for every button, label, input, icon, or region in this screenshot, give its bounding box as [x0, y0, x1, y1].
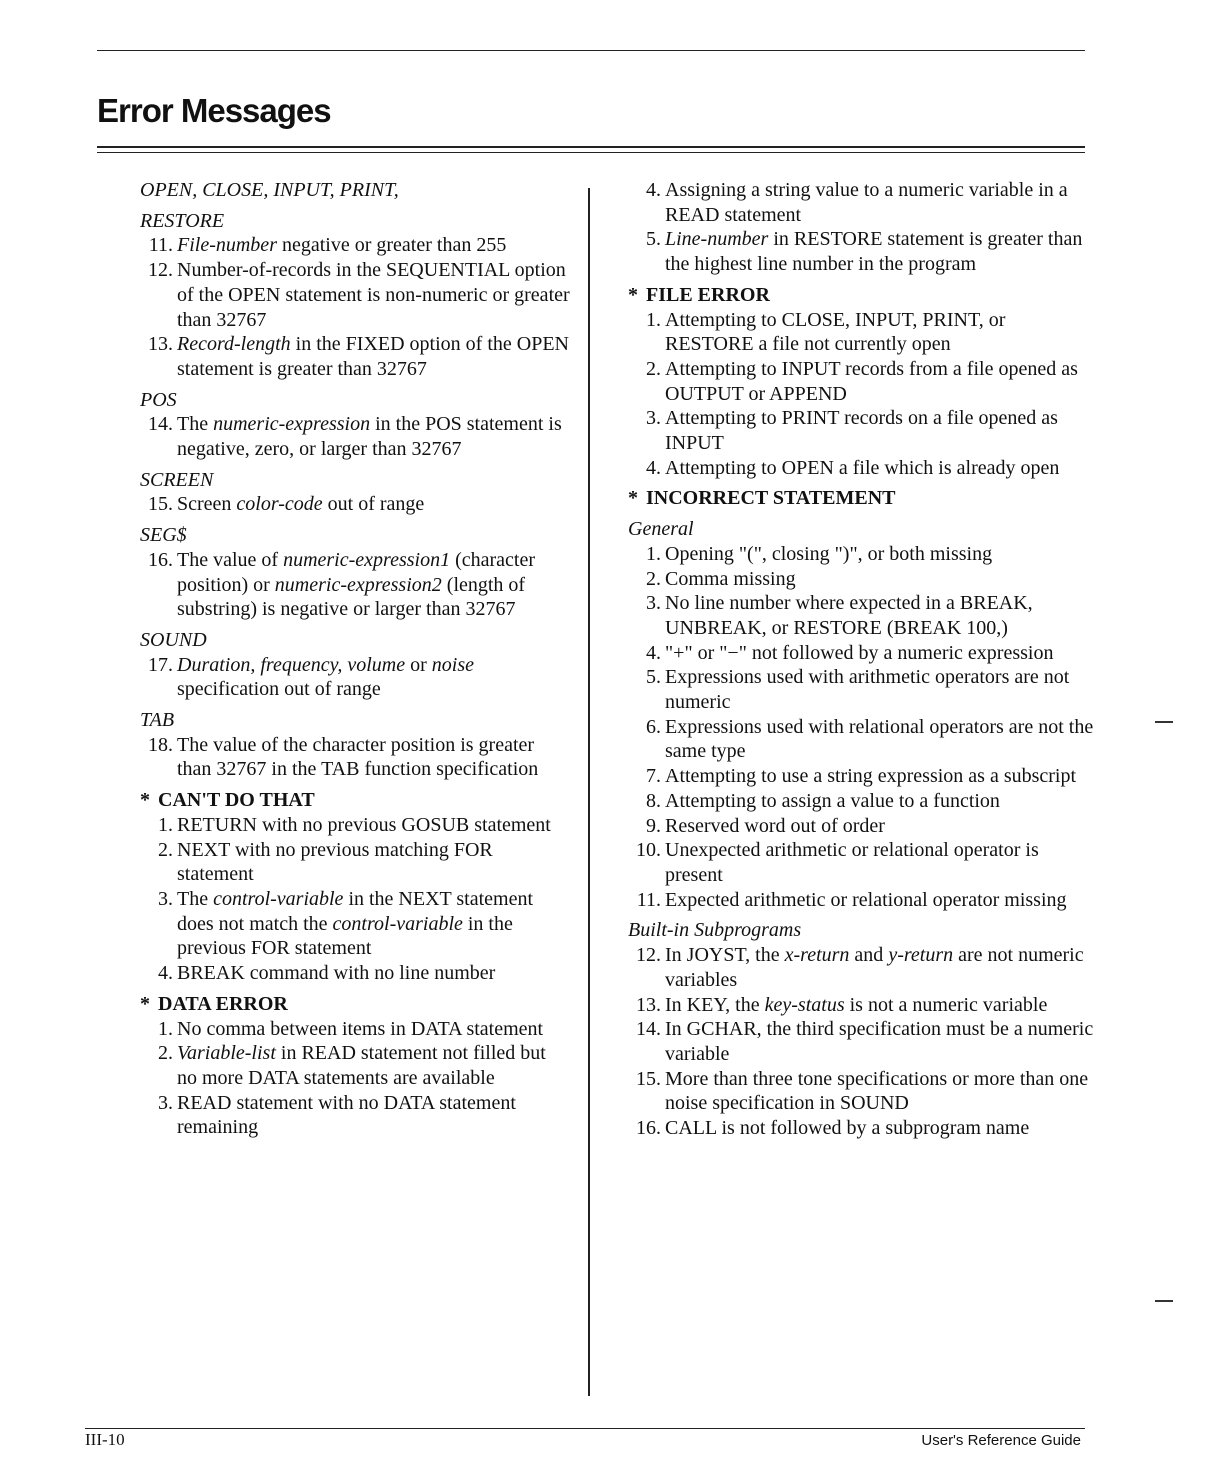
error-item: [628, 227, 1098, 276]
error-item: [140, 653, 570, 702]
error-item: [628, 542, 1098, 567]
item-term: numeric-expression1: [283, 548, 451, 571]
item-term: Duration, frequency, volume: [177, 653, 406, 676]
item-text: are not numeric variables: [665, 944, 1084, 991]
item-text: in the FIXED option of the OPEN statement is greater than 32767: [177, 333, 569, 380]
item-number: 12.: [148, 259, 173, 282]
item-number: 7.: [646, 765, 661, 788]
item-number: 6.: [646, 715, 661, 738]
error-item: [140, 961, 570, 986]
item-text: Assigning a string value to a numeric variable in a READ statement: [665, 179, 1068, 226]
book-title: User's Reference Guide: [921, 1432, 1081, 1449]
subsection-heading: RESTORE: [140, 209, 225, 232]
item-number: 13.: [636, 993, 661, 1016]
error-item: [140, 838, 570, 887]
item-number: 10.: [636, 839, 661, 862]
error-item: [140, 1091, 570, 1140]
error-item: [628, 814, 1098, 839]
error-item: [140, 548, 570, 622]
section-title: INCORRECT STATEMENT: [646, 487, 896, 510]
item-text: Number-of-records in the SEQUENTIAL option of the OPEN statement is non-numeric or greater than 32767: [177, 259, 570, 331]
item-text: Attempting to PRINT records on a file opened as INPUT: [665, 407, 1058, 455]
item-term: numeric-expression2: [274, 573, 442, 596]
asterisk-marker: *: [140, 992, 150, 1015]
item-number: 1.: [158, 1017, 173, 1040]
error-section-heading: [140, 788, 570, 813]
error-item: [140, 1017, 570, 1042]
item-text: and: [849, 944, 889, 967]
item-text: READ statement with no DATA statement remaining: [177, 1091, 516, 1139]
item-text: out of range: [322, 493, 425, 516]
subsection-heading: SOUND: [140, 628, 207, 651]
page-title: Error Messages: [97, 92, 331, 129]
item-text: CALL is not followed by a subprogram name: [665, 1117, 1030, 1140]
item-number: 2.: [158, 1042, 173, 1065]
item-text: specification out of range: [177, 678, 381, 701]
right-column: [628, 178, 1098, 1141]
item-term: key-status: [764, 993, 845, 1016]
footer-rule: [85, 1428, 1085, 1429]
item-number: 1.: [158, 813, 173, 836]
top-rule: [97, 50, 1085, 51]
subsection-heading: OPEN, CLOSE, INPUT, PRINT,: [140, 179, 399, 201]
error-item: [140, 813, 570, 838]
error-item: [140, 492, 570, 517]
item-text: Expected arithmetic or relational operator missing: [665, 888, 1067, 911]
item-number: 2.: [158, 838, 173, 861]
item-term: numeric-expression: [213, 413, 371, 436]
item-text: In GCHAR, the third specification must be a numeric variable: [665, 1018, 1094, 1065]
error-item: [140, 332, 570, 381]
item-text: (length of substring) is negative or larger than 32767: [177, 573, 526, 621]
item-text: in RESTORE statement is greater than the highest line number in the program: [665, 228, 1083, 276]
title-rule-upper: [97, 146, 1085, 148]
item-text: negative or greater than 255: [276, 234, 507, 257]
error-item: [140, 887, 570, 961]
item-number: 1.: [646, 542, 661, 565]
error-item: [628, 665, 1098, 714]
error-item: [628, 406, 1098, 455]
item-number: 15.: [636, 1067, 661, 1090]
error-section-heading: [628, 283, 1098, 308]
item-text: in the NEXT statement does not match the: [177, 887, 534, 935]
error-item: [628, 1017, 1098, 1066]
item-text: in READ statement not filled but no more DATA statements are available: [177, 1042, 546, 1089]
item-text: More than three tone specifications or more than one noise specification in SOUND: [665, 1067, 1089, 1115]
error-item: [628, 943, 1098, 992]
error-item: [628, 715, 1098, 764]
item-number: 3.: [646, 407, 661, 430]
error-item: [628, 1067, 1098, 1116]
error-item: [140, 412, 570, 461]
item-text: No comma between items in DATA statement: [177, 1017, 544, 1040]
item-term: noise: [431, 653, 474, 676]
column-divider: [588, 188, 590, 1396]
item-text: The: [177, 413, 214, 436]
item-text: The value of the character position is greater than 32767 in the TAB function specification: [177, 733, 539, 781]
error-item: [628, 789, 1098, 814]
error-item: [628, 993, 1098, 1018]
item-term: Line-number: [665, 228, 769, 251]
subsection-heading: Built-in Subprograms: [628, 919, 802, 942]
item-number: 2.: [646, 357, 661, 380]
left-column: [140, 178, 570, 1140]
item-number: 9.: [646, 814, 661, 837]
section-title: CAN'T DO THAT: [158, 789, 315, 812]
item-number: 3.: [158, 887, 173, 910]
subsection-heading: General: [628, 518, 694, 541]
error-section-heading: [140, 992, 570, 1017]
item-text: Unexpected arithmetic or relational operator is present: [665, 839, 1039, 886]
item-number: 4.: [646, 456, 661, 479]
item-number: 16.: [636, 1117, 661, 1140]
margin-mark: [1155, 721, 1173, 723]
item-number: 3.: [646, 592, 661, 615]
asterisk-marker: *: [628, 487, 638, 510]
item-text: The: [177, 887, 214, 910]
item-number: 2.: [646, 567, 661, 590]
error-item: [628, 641, 1098, 666]
item-number: 14.: [636, 1018, 661, 1041]
error-item: [628, 764, 1098, 789]
subsection-heading: SEG$: [140, 524, 187, 547]
item-number: 5.: [646, 228, 661, 251]
item-text: Attempting to OPEN a file which is already open: [665, 456, 1060, 479]
error-item: [628, 308, 1098, 357]
item-term: y-return: [888, 944, 954, 967]
item-number: 8.: [646, 789, 661, 812]
item-number: 4.: [158, 962, 173, 985]
asterisk-marker: *: [628, 283, 638, 306]
error-item: [628, 1116, 1098, 1141]
error-item: [628, 567, 1098, 592]
item-text: in the POS statement is negative, zero, or larger than 32767: [177, 413, 562, 461]
error-item: [628, 888, 1098, 913]
subsection-heading: POS: [140, 388, 177, 411]
item-text: RETURN with no previous GOSUB statement: [177, 813, 551, 836]
item-text: Attempting to INPUT records from a file opened as OUTPUT or APPEND: [665, 357, 1078, 405]
item-term: Record-length: [177, 333, 291, 356]
item-number: 5.: [646, 666, 661, 689]
page-number: III-10: [85, 1430, 125, 1449]
item-number: 4.: [646, 179, 661, 201]
item-number: 4.: [646, 641, 661, 664]
subsection-heading: SCREEN: [140, 468, 214, 491]
item-number: 16.: [148, 548, 173, 571]
title-rule-lower: [97, 152, 1085, 153]
item-text: or: [405, 653, 432, 676]
subsection-heading: TAB: [140, 709, 175, 732]
item-text: in the previous FOR statement: [177, 912, 513, 960]
item-term: control-variable: [332, 912, 463, 935]
item-term: Variable-list: [177, 1042, 276, 1065]
item-text: No line number where expected in a BREAK, UNBREAK, or RESTORE (BREAK 100,): [665, 592, 1033, 639]
item-text: Reserved word out of order: [665, 814, 885, 837]
section-title: FILE ERROR: [646, 283, 770, 306]
item-number: 18.: [148, 733, 173, 756]
item-text: is not a numeric variable: [844, 993, 1048, 1016]
item-number: 11.: [636, 888, 661, 911]
item-text: The value of: [177, 548, 284, 571]
item-number: 15.: [148, 493, 173, 516]
item-term: x-return: [784, 944, 850, 967]
item-text: Expressions used with relational operators are not the same type: [665, 715, 1094, 763]
error-section-heading: [628, 486, 1098, 511]
item-number: 3.: [158, 1091, 173, 1114]
item-number: 13.: [148, 333, 173, 356]
error-item: [140, 733, 570, 782]
item-text: Attempting to assign a value to a function: [665, 789, 1000, 812]
item-term: File-number: [177, 234, 277, 257]
item-text: NEXT with no previous matching FOR statement: [177, 838, 493, 886]
section-title: DATA ERROR: [158, 992, 288, 1015]
item-text: In JOYST, the: [665, 944, 785, 967]
item-text: Attempting to use a string expression as a subscript: [665, 765, 1077, 788]
item-term: color-code: [236, 493, 323, 516]
error-item: [628, 357, 1098, 406]
error-item: [628, 591, 1098, 640]
error-item: [140, 258, 570, 332]
error-item: [628, 178, 1098, 227]
item-text: Opening "(", closing ")", or both missing: [665, 542, 993, 565]
item-text: In KEY, the: [665, 993, 765, 1016]
item-text: BREAK command with no line number: [177, 962, 496, 985]
error-item: [140, 1041, 570, 1090]
item-number: 14.: [148, 413, 173, 436]
item-number: 1.: [646, 308, 661, 331]
asterisk-marker: *: [140, 789, 150, 812]
error-item: [628, 838, 1098, 887]
item-text: Attempting to CLOSE, INPUT, PRINT, or RESTORE a file not currently open: [665, 308, 1006, 356]
item-text: Comma missing: [665, 567, 796, 590]
item-text: Expressions used with arithmetic operators are not numeric: [665, 666, 1070, 714]
item-text: (character position) or: [177, 548, 535, 596]
item-number: 11.: [148, 234, 173, 257]
item-number: 17.: [148, 653, 173, 676]
item-number: 12.: [636, 944, 661, 967]
item-text: Screen: [177, 493, 237, 516]
item-term: control-variable: [213, 887, 344, 910]
error-item: [628, 456, 1098, 481]
margin-mark: [1155, 1300, 1173, 1302]
item-text: "+" or "−" not followed by a numeric expression: [665, 641, 1054, 664]
error-item: [140, 233, 570, 258]
